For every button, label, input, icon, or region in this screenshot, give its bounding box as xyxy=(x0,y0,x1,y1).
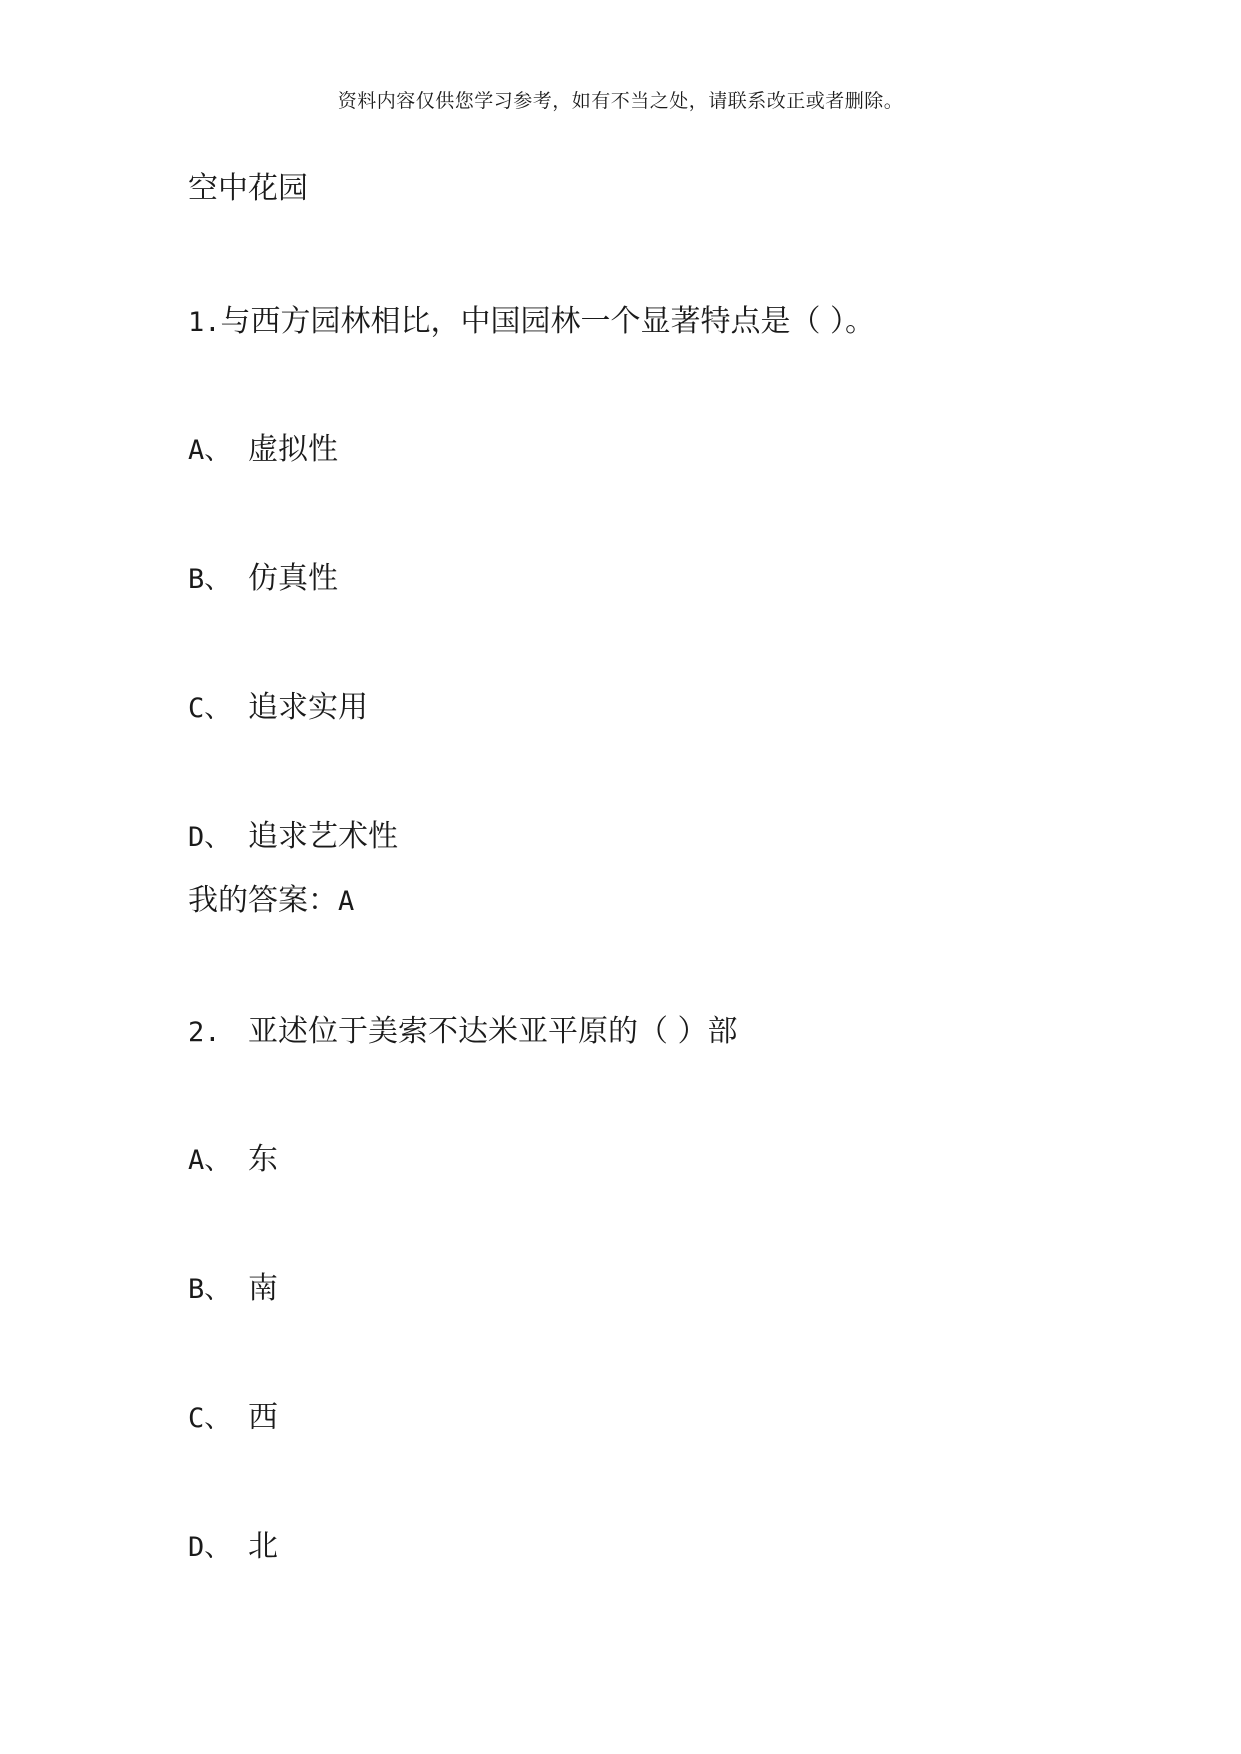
question-2-option-a xyxy=(188,1134,278,1178)
answer-value: A xyxy=(338,886,355,917)
question-text: 亚述位于美索不达米亚平原的（ ）部 xyxy=(248,1014,738,1049)
option-text: 北 xyxy=(248,1529,278,1564)
question-2-option-d xyxy=(188,1521,278,1565)
option-letter: C、 xyxy=(188,693,232,724)
option-letter: D、 xyxy=(188,1532,232,1563)
option-letter: A、 xyxy=(188,1145,232,1176)
question-number: 1. xyxy=(188,307,221,338)
option-text: 西 xyxy=(248,1400,278,1435)
option-letter: A、 xyxy=(188,435,232,466)
option-letter: D、 xyxy=(188,822,232,853)
question-1-option-b xyxy=(188,553,338,597)
question-2-option-c xyxy=(188,1392,278,1436)
question-2-option-b xyxy=(188,1263,278,1307)
option-letter: B、 xyxy=(188,564,232,595)
option-text: 追求实用 xyxy=(248,690,368,725)
answer-label: 我的答案： xyxy=(188,883,338,918)
question-2 xyxy=(188,1006,738,1050)
option-text: 追求艺术性 xyxy=(248,819,398,854)
question-1-option-a xyxy=(188,424,338,468)
option-text: 南 xyxy=(248,1271,278,1306)
option-letter: B、 xyxy=(188,1274,232,1305)
option-letter: C、 xyxy=(188,1403,232,1434)
header-disclaimer: 资料内容仅供您学习参考，如有不当之处，请联系改正或者删除。 xyxy=(337,90,904,112)
option-text: 东 xyxy=(248,1142,278,1177)
question-1-option-c xyxy=(188,682,368,726)
option-text: 虚拟性 xyxy=(248,432,338,467)
question-1 xyxy=(188,296,875,340)
question-text: 与西方园林相比，中国园林一个显著特点是（ ）。 xyxy=(220,304,876,339)
option-text: 仿真性 xyxy=(248,561,338,596)
question-1-answer xyxy=(188,875,354,919)
question-number: 2. xyxy=(188,1017,221,1048)
question-1-option-d xyxy=(188,811,398,855)
page-title: 空中花园 xyxy=(188,171,308,206)
